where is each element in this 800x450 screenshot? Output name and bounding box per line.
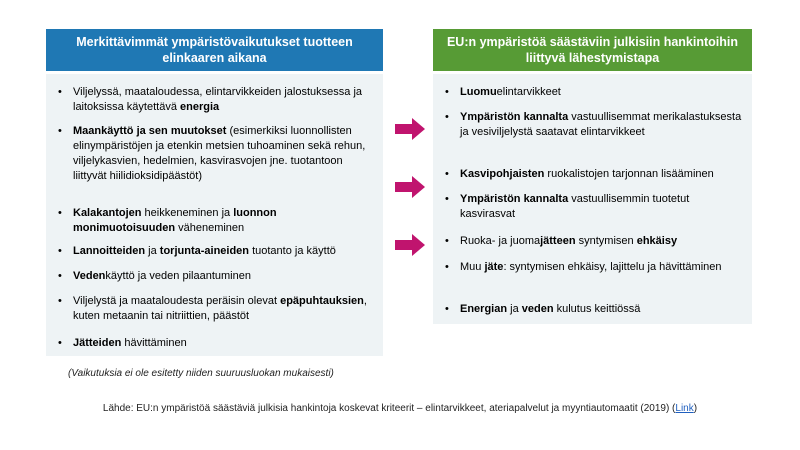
left-list-item xyxy=(58,206,373,236)
bullet: • xyxy=(445,303,449,315)
right-list-item xyxy=(445,110,742,140)
item-text: vastuullisemmat merikalastuksesta ja vesiviljelystä saatavat elintarvikkeet xyxy=(460,111,742,138)
bullet: • xyxy=(445,168,449,180)
bullet: • xyxy=(445,261,449,273)
item-text: ja xyxy=(145,245,160,257)
source-citation xyxy=(0,403,800,414)
left-list-item xyxy=(58,294,373,324)
arrow-right-icon xyxy=(395,234,425,256)
left-list-item xyxy=(58,85,373,115)
bullet: • xyxy=(58,337,62,349)
arrow-right-icon xyxy=(395,176,425,198)
bold-text: epäpuhtauksien xyxy=(280,295,364,307)
bold-text: Luomu xyxy=(460,86,497,98)
source-text: Lähde: EU:n ympäristöä säästäviä julkisia hankintoja koskevat kriteerit – elintarvikkeet, ateriapalvelut ja myyntiautomaatit (2019) ( xyxy=(102,403,676,414)
item-text: ruokalistojen tarjonnan lisääminen xyxy=(544,168,714,180)
bold-text: jätteen xyxy=(540,235,576,247)
bold-text: luonnon monimuotoisuuden xyxy=(73,207,277,234)
right-list-item xyxy=(445,260,742,275)
footnote: (Vaikutuksia ei ole esitetty niiden suuruusluokan mukaisesti) xyxy=(68,368,334,379)
bold-text: Kasvipohjaisten xyxy=(460,168,545,180)
bullet: • xyxy=(58,86,62,98)
left-list-item xyxy=(58,269,373,284)
bold-text: Maankäyttö ja sen muutokset xyxy=(73,125,227,137)
bullet: • xyxy=(445,193,449,205)
right-list-item xyxy=(445,234,742,249)
left-list-item xyxy=(58,124,373,184)
left-column-header xyxy=(46,29,383,71)
bold-text: torjunta-aineiden xyxy=(159,245,250,257)
bold-text: Energian xyxy=(460,303,508,315)
item-text: , kuten metaanin tai nitriittien, päästöt xyxy=(73,295,367,322)
item-text: : syntymisen ehkäisy, lajittelu ja hävittäminen xyxy=(503,261,722,273)
right-column-list xyxy=(433,74,752,324)
item-text: Viljelystä ja maataloudesta peräisin olevat xyxy=(73,295,281,307)
left-list-item xyxy=(58,244,373,259)
bullet: • xyxy=(58,245,62,257)
bullet: • xyxy=(445,235,449,247)
item-text: (esimerkiksi luonnollisten elinympäristöjen ja etenkin metsien tuhoaminen sekä rehun, viljelykasvien, hedelmien, kasvirasvojen jne. tuotantoon liittyvät hiilidioksidipäästöt) xyxy=(73,125,366,182)
item-text: ja xyxy=(507,303,522,315)
right-header-text: EU:n ympäristöä säästäviin julkisiin hankintoihin liittyvä lähestymistapa xyxy=(446,35,739,65)
right-list-item xyxy=(445,85,742,100)
arrow-right-icon xyxy=(395,118,425,140)
item-text: tuotanto ja käyttö xyxy=(249,245,336,257)
bullet: • xyxy=(445,86,449,98)
item-text: syntymisen xyxy=(575,235,637,247)
item-text: Muu xyxy=(460,261,485,273)
left-column-list xyxy=(46,74,383,356)
left-list-item xyxy=(58,336,373,351)
right-list-item xyxy=(445,167,742,182)
bullet: • xyxy=(58,295,62,307)
bold-text: energia xyxy=(180,101,220,113)
bold-text: jäte xyxy=(484,261,504,273)
item-text: Viljelyssä, maataloudessa, elintarvikkeiden jalostuksessa ja laitoksissa käytettävä xyxy=(73,86,363,113)
bullet: • xyxy=(58,270,62,282)
bold-text: Veden xyxy=(73,270,106,282)
item-text: käyttö ja veden pilaantuminen xyxy=(105,270,251,282)
item-text: elintarvikkeet xyxy=(496,86,561,98)
left-header-text: Merkittävimmät ympäristövaikutukset tuotteen elinkaaren aikana xyxy=(76,35,353,65)
item-text: hävittäminen xyxy=(121,337,187,349)
item-text: kulutus keittiössä xyxy=(553,303,641,315)
bold-text: veden xyxy=(521,303,554,315)
bold-text: ehkäisy xyxy=(636,235,678,247)
source-link[interactable]: Link xyxy=(675,403,694,414)
bold-text: Jätteiden xyxy=(73,337,122,349)
bullet: • xyxy=(58,125,62,137)
item-text: heikkeneminen ja xyxy=(141,207,234,219)
bold-text: Ympäristön kannalta xyxy=(460,193,569,205)
source-close: ) xyxy=(693,403,698,414)
bold-text: Ympäristön kannalta xyxy=(460,111,569,123)
right-list-item xyxy=(445,302,742,317)
right-column-header xyxy=(433,29,752,71)
bold-text: Kalakantojen xyxy=(73,207,142,219)
right-list-item xyxy=(445,192,742,222)
bold-text: Lannoitteiden xyxy=(73,245,146,257)
item-text: väheneminen xyxy=(175,222,245,234)
item-text: Ruoka- ja juoma xyxy=(460,235,541,247)
item-text: vastuullisemmin tuotetut kasvirasvat xyxy=(460,193,690,220)
bullet: • xyxy=(445,111,449,123)
bullet: • xyxy=(58,207,62,219)
